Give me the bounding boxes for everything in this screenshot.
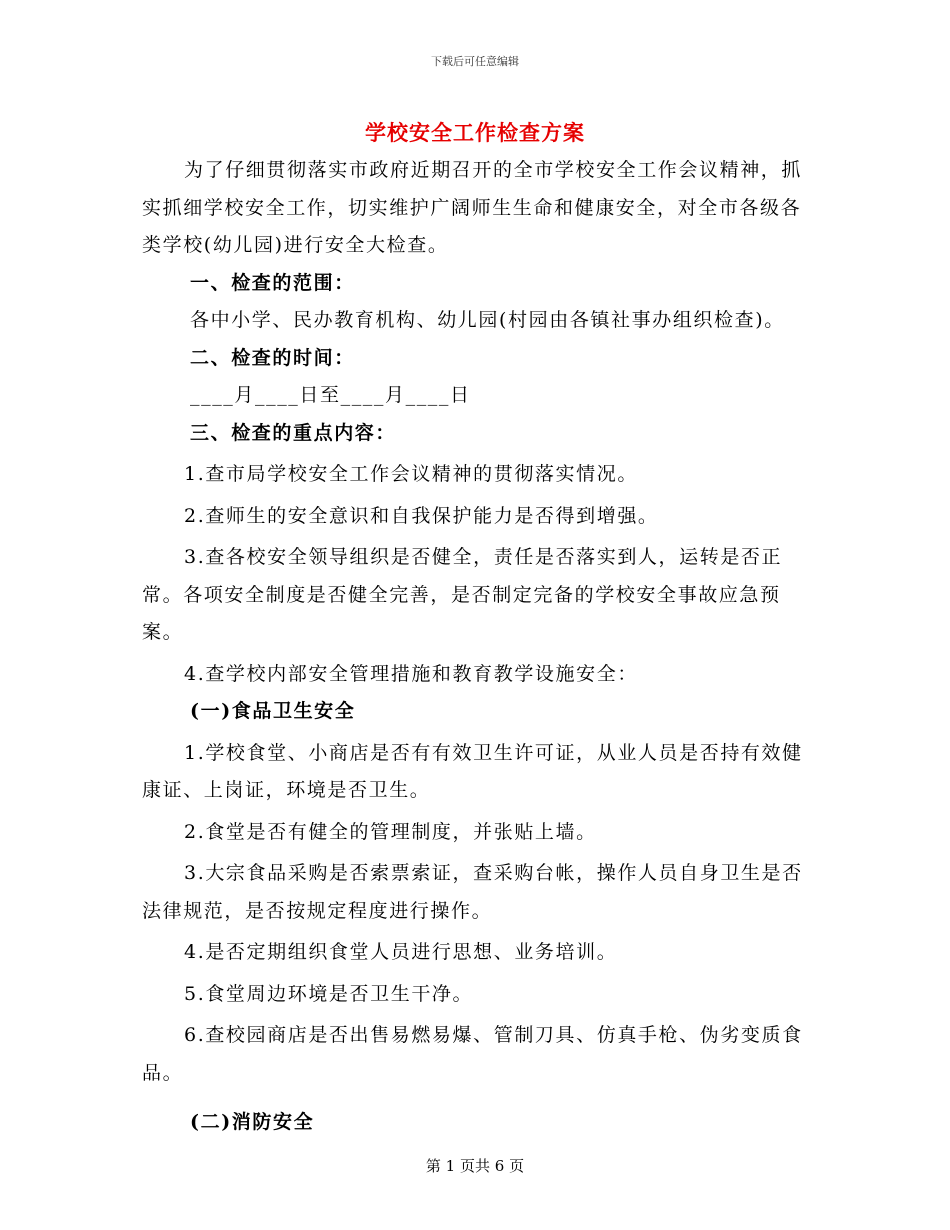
section-heading-time: 二、检查的时间： xyxy=(190,346,355,369)
content-item-3: 3.查各校安全领导组织是否健全，责任是否落实到人，运转是否正常。各项安全制度是否健全完善，是否制定完备的学校安全事故应急预案。 xyxy=(142,546,783,643)
content-item-2: 2.查师生的安全意识和自我保护能力是否得到增强。 xyxy=(184,504,659,527)
page-footer: 第 1 页共 6 页 xyxy=(425,1157,525,1175)
intro-paragraph: 为了仔细贯彻落实市政府近期召开的全市学校安全工作会议精神，抓实抓细学校安全工作，切实维护广阔师生生命和健康安全，对全市各级各类学校(幼儿园)进行安全大检查。 xyxy=(142,159,803,256)
page-header: 下载后可任意编辑 xyxy=(431,55,519,68)
food-item-5: 5.食堂周边环境是否卫生干净。 xyxy=(184,982,474,1005)
time-text: ____月____日至____月____日 xyxy=(190,384,471,406)
subsection-heading-fire: (二)消防安全 xyxy=(190,1111,315,1133)
food-item-6: 6.查校园商店是否出售易燃易爆、管制刀具、仿真手枪、伪劣变质食品。 xyxy=(142,1024,803,1084)
food-item-4: 4.是否定期组织食堂人员进行思想、业务培训。 xyxy=(184,941,618,963)
food-item-3: 3.大宗食品采购是否索票索证，查采购台帐，操作人员自身卫生是否法律规范，是否按规定程度进行操作。 xyxy=(142,862,803,922)
document-body xyxy=(142,152,810,1142)
section-heading-scope: 一、检查的范围： xyxy=(190,271,355,294)
content-item-1: 1.查市局学校安全工作会议精神的贯彻落实情况。 xyxy=(184,463,638,485)
page-title: 学校安全工作检查方案 xyxy=(365,120,585,145)
scope-text: 各中小学、民办教育机构、幼儿园(村园由各镇社事办组织检查)。 xyxy=(190,309,785,331)
food-item-2: 2.食堂是否有健全的管理制度，并张贴上墙。 xyxy=(184,820,597,843)
subsection-heading-food: (一)食品卫生安全 xyxy=(190,700,356,722)
content-item-4: 4.查学校内部安全管理措施和教育教学设施安全： xyxy=(184,662,638,685)
section-heading-content: 三、检查的重点内容： xyxy=(190,421,397,444)
food-item-1: 1.学校食堂、小商店是否有有效卫生许可证，从业人员是否持有效健康证、上岗证，环境是否卫生。 xyxy=(142,741,803,801)
